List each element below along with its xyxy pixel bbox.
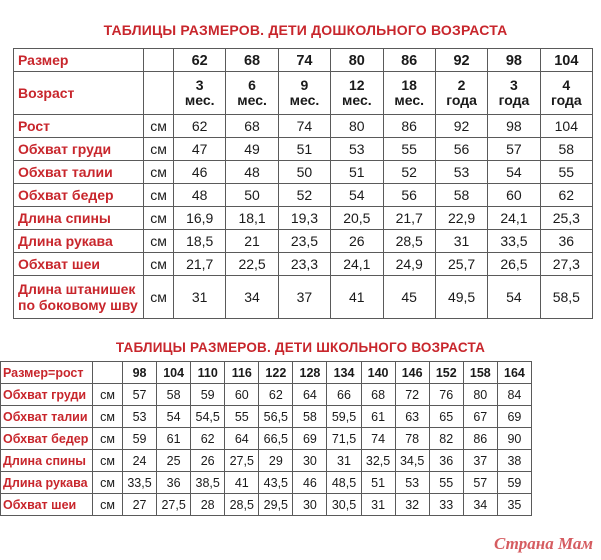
table-row bbox=[1, 494, 532, 516]
value-cell: 43,5 bbox=[259, 472, 293, 494]
value-cell: 48 bbox=[174, 184, 226, 207]
value-cell: 59,5 bbox=[327, 406, 361, 428]
age-unit: мес. bbox=[237, 92, 267, 108]
value-cell: 37 bbox=[278, 276, 330, 319]
value-cell: 30 bbox=[293, 494, 327, 516]
age-label: Возраст bbox=[14, 72, 144, 115]
value-cell: 56 bbox=[383, 184, 435, 207]
size-header-cell bbox=[226, 49, 278, 72]
value-cell: 59 bbox=[123, 428, 157, 450]
size-value: 110 bbox=[197, 365, 218, 380]
value-cell: 104 bbox=[540, 115, 592, 138]
value-cell: 74 bbox=[278, 115, 330, 138]
value-cell: 55 bbox=[383, 138, 435, 161]
value-cell: 69 bbox=[293, 428, 327, 450]
value-cell: 90 bbox=[497, 428, 531, 450]
value-cell: 58 bbox=[435, 184, 487, 207]
value-cell: 32 bbox=[395, 494, 429, 516]
size-value: 140 bbox=[367, 365, 389, 380]
table-header-row bbox=[1, 362, 532, 384]
size-value: 128 bbox=[299, 365, 321, 380]
value-cell: 51 bbox=[278, 138, 330, 161]
value-cell: 55 bbox=[540, 161, 592, 184]
size-header-cell bbox=[497, 362, 531, 384]
size-value: 98 bbox=[132, 365, 147, 380]
value-cell: 53 bbox=[435, 161, 487, 184]
size-header-cell bbox=[395, 362, 429, 384]
value-cell: 26 bbox=[191, 450, 225, 472]
value-cell: 25,3 bbox=[540, 207, 592, 230]
size-header-cell bbox=[331, 49, 383, 72]
size-header-cell bbox=[488, 49, 540, 72]
value-cell: 23,5 bbox=[278, 230, 330, 253]
value-cell: 49,5 bbox=[435, 276, 487, 319]
table-row bbox=[14, 184, 593, 207]
value-cell: 53 bbox=[123, 406, 157, 428]
size-header-cell bbox=[157, 362, 191, 384]
value-cell: 22,9 bbox=[435, 207, 487, 230]
value-cell: 98 bbox=[488, 115, 540, 138]
size-header-cell bbox=[293, 362, 327, 384]
value-cell: 63 bbox=[395, 406, 429, 428]
row-label: Рост bbox=[14, 115, 144, 138]
value-cell: 24,1 bbox=[331, 253, 383, 276]
unit-cell: см bbox=[144, 138, 174, 161]
table-row bbox=[1, 428, 532, 450]
value-cell: 47 bbox=[174, 138, 226, 161]
value-cell: 65 bbox=[429, 406, 463, 428]
row-label: Обхват талии bbox=[14, 161, 144, 184]
value-cell: 54 bbox=[331, 184, 383, 207]
row-label: Длина рукава bbox=[1, 472, 93, 494]
value-cell: 67 bbox=[463, 406, 497, 428]
value-cell: 92 bbox=[435, 115, 487, 138]
size-value: 80 bbox=[348, 52, 365, 69]
value-cell: 34,5 bbox=[395, 450, 429, 472]
age-cell bbox=[488, 72, 540, 115]
age-cell bbox=[278, 72, 330, 115]
value-cell: 50 bbox=[278, 161, 330, 184]
value-cell: 72 bbox=[395, 384, 429, 406]
value-cell: 21,7 bbox=[383, 207, 435, 230]
size-value: 104 bbox=[554, 52, 579, 69]
age-unit: года bbox=[446, 92, 477, 108]
value-cell: 82 bbox=[429, 428, 463, 450]
value-cell: 25 bbox=[157, 450, 191, 472]
row-label: Обхват бедер bbox=[14, 184, 144, 207]
value-cell: 19,3 bbox=[278, 207, 330, 230]
size-value: 86 bbox=[401, 52, 418, 69]
value-cell: 34 bbox=[463, 494, 497, 516]
age-cell bbox=[331, 72, 383, 115]
value-cell: 45 bbox=[383, 276, 435, 319]
value-cell: 36 bbox=[540, 230, 592, 253]
value-cell: 54 bbox=[488, 276, 540, 319]
value-cell: 61 bbox=[157, 428, 191, 450]
table-row bbox=[1, 406, 532, 428]
value-cell: 31 bbox=[361, 494, 395, 516]
size-value: 158 bbox=[469, 365, 491, 380]
unit-cell: см bbox=[144, 230, 174, 253]
value-cell: 28,5 bbox=[225, 494, 259, 516]
value-cell: 57 bbox=[463, 472, 497, 494]
table-header-row bbox=[14, 49, 593, 72]
size-header-cell bbox=[383, 49, 435, 72]
value-cell: 54 bbox=[488, 161, 540, 184]
value-cell: 64 bbox=[293, 384, 327, 406]
value-cell: 62 bbox=[191, 428, 225, 450]
value-cell: 58,5 bbox=[540, 276, 592, 319]
value-cell: 53 bbox=[331, 138, 383, 161]
value-cell: 71,5 bbox=[327, 428, 361, 450]
value-cell: 68 bbox=[361, 384, 395, 406]
value-cell: 24,1 bbox=[488, 207, 540, 230]
value-cell: 76 bbox=[429, 384, 463, 406]
size-value: 74 bbox=[296, 52, 313, 69]
table-row bbox=[14, 276, 593, 319]
unit-cell: см bbox=[93, 384, 123, 406]
value-cell: 49 bbox=[226, 138, 278, 161]
table-row bbox=[14, 253, 593, 276]
watermark-logo: Страна Мам bbox=[493, 534, 593, 553]
age-unit: года bbox=[498, 92, 530, 108]
size-label: Размер=рост bbox=[1, 362, 93, 384]
value-cell: 48,5 bbox=[327, 472, 361, 494]
value-cell: 31 bbox=[174, 276, 226, 319]
table-row bbox=[1, 472, 532, 494]
unit-cell: см bbox=[144, 115, 174, 138]
value-cell: 23,3 bbox=[278, 253, 330, 276]
age-number: 18 bbox=[401, 77, 417, 93]
value-cell: 36 bbox=[157, 472, 191, 494]
row-label: Обхват талии bbox=[1, 406, 93, 428]
value-cell: 80 bbox=[331, 115, 383, 138]
table-row bbox=[1, 450, 532, 472]
table-row bbox=[14, 115, 593, 138]
age-number: 9 bbox=[300, 77, 309, 93]
size-value: 116 bbox=[231, 365, 252, 380]
unit-cell: см bbox=[144, 207, 174, 230]
value-cell: 34 bbox=[226, 276, 278, 319]
age-unit: года bbox=[550, 92, 582, 108]
size-value: 164 bbox=[504, 365, 525, 380]
row-label: Обхват шеи bbox=[14, 253, 144, 276]
size-value: 146 bbox=[401, 365, 423, 380]
table-row bbox=[1, 384, 532, 406]
unit-cell: см bbox=[93, 428, 123, 450]
value-cell: 64 bbox=[225, 428, 259, 450]
value-cell: 74 bbox=[361, 428, 395, 450]
value-cell: 38,5 bbox=[191, 472, 225, 494]
age-number: 4 bbox=[562, 77, 571, 93]
value-cell: 37 bbox=[463, 450, 497, 472]
unit-cell: см bbox=[93, 450, 123, 472]
value-cell: 59 bbox=[497, 472, 531, 494]
value-cell: 36 bbox=[429, 450, 463, 472]
value-cell: 80 bbox=[463, 384, 497, 406]
value-cell: 62 bbox=[540, 184, 592, 207]
value-cell: 33,5 bbox=[488, 230, 540, 253]
table-row bbox=[14, 161, 593, 184]
value-cell: 31 bbox=[435, 230, 487, 253]
value-cell: 24 bbox=[123, 450, 157, 472]
preschool-table-title: ТАБЛИЦЫ РАЗМЕРОВ. ДЕТИ ДОШКОЛЬНОГО ВОЗРАСТА bbox=[103, 22, 508, 38]
age-cell bbox=[540, 72, 592, 115]
age-unit: мес. bbox=[289, 92, 320, 108]
value-cell: 51 bbox=[331, 161, 383, 184]
value-cell: 41 bbox=[225, 472, 259, 494]
value-cell: 62 bbox=[259, 384, 293, 406]
row-label: Обхват груди bbox=[14, 138, 144, 161]
size-value: 152 bbox=[435, 365, 457, 380]
size-value: 134 bbox=[333, 365, 355, 380]
size-value: 92 bbox=[453, 52, 470, 69]
value-cell: 55 bbox=[225, 406, 259, 428]
value-cell: 29 bbox=[259, 450, 293, 472]
age-unit: мес. bbox=[394, 92, 424, 108]
size-header-cell bbox=[174, 49, 226, 72]
school-table-title: ТАБЛИЦЫ РАЗМЕРОВ. ДЕТИ ШКОЛЬНОГО ВОЗРАСТА bbox=[115, 340, 486, 355]
size-header-cell bbox=[540, 49, 592, 72]
unit-cell: см bbox=[144, 161, 174, 184]
value-cell: 18,1 bbox=[226, 207, 278, 230]
value-cell: 86 bbox=[383, 115, 435, 138]
age-number: 3 bbox=[195, 77, 204, 93]
value-cell: 20,5 bbox=[331, 207, 383, 230]
unit-cell bbox=[144, 72, 174, 115]
unit-cell bbox=[144, 49, 174, 72]
value-cell: 55 bbox=[429, 472, 463, 494]
row-label: Длина спины bbox=[1, 450, 93, 472]
unit-cell: см bbox=[93, 472, 123, 494]
row-label: Обхват бедер bbox=[1, 428, 93, 450]
value-cell: 56 bbox=[435, 138, 487, 161]
value-cell: 33 bbox=[429, 494, 463, 516]
size-value: 62 bbox=[191, 52, 208, 69]
age-unit: мес. bbox=[341, 92, 372, 108]
value-cell: 16,9 bbox=[174, 207, 226, 230]
value-cell: 57 bbox=[488, 138, 540, 161]
value-cell: 57 bbox=[123, 384, 157, 406]
value-cell: 59 bbox=[191, 384, 225, 406]
age-number: 2 bbox=[457, 77, 466, 93]
value-cell: 54,5 bbox=[191, 406, 225, 428]
age-cell bbox=[383, 72, 435, 115]
table-row bbox=[14, 230, 593, 253]
value-cell: 46 bbox=[293, 472, 327, 494]
value-cell: 28,5 bbox=[383, 230, 435, 253]
row-label-line: Длина штанишек bbox=[18, 281, 136, 297]
value-cell: 58 bbox=[157, 384, 191, 406]
value-cell: 50 bbox=[226, 184, 278, 207]
row-label: Длина спины bbox=[14, 207, 144, 230]
value-cell: 32,5 bbox=[361, 450, 395, 472]
value-cell: 31 bbox=[327, 450, 361, 472]
value-cell: 66 bbox=[327, 384, 361, 406]
value-cell: 60 bbox=[488, 184, 540, 207]
size-label: Размер bbox=[14, 49, 144, 72]
value-cell: 56,5 bbox=[259, 406, 293, 428]
value-cell: 33,5 bbox=[123, 472, 157, 494]
size-header-cell bbox=[429, 362, 463, 384]
size-header-cell bbox=[361, 362, 395, 384]
value-cell: 27,5 bbox=[225, 450, 259, 472]
value-cell: 62 bbox=[174, 115, 226, 138]
value-cell: 26,5 bbox=[488, 253, 540, 276]
size-value: 98 bbox=[505, 52, 522, 69]
size-value: 122 bbox=[265, 365, 287, 380]
age-number: 6 bbox=[248, 77, 256, 93]
value-cell: 84 bbox=[497, 384, 531, 406]
value-cell: 38 bbox=[497, 450, 531, 472]
value-cell: 35 bbox=[497, 494, 531, 516]
unit-cell bbox=[93, 362, 123, 384]
size-value: 104 bbox=[163, 365, 185, 380]
value-cell: 21,7 bbox=[174, 253, 226, 276]
value-cell: 53 bbox=[395, 472, 429, 494]
size-header-cell bbox=[463, 362, 497, 384]
row-label: Длина рукава bbox=[14, 230, 144, 253]
value-cell: 61 bbox=[361, 406, 395, 428]
row-label: Обхват шеи bbox=[1, 494, 93, 516]
value-cell: 52 bbox=[383, 161, 435, 184]
value-cell: 18,5 bbox=[174, 230, 226, 253]
value-cell: 58 bbox=[540, 138, 592, 161]
value-cell: 78 bbox=[395, 428, 429, 450]
value-cell: 60 bbox=[225, 384, 259, 406]
value-cell: 46 bbox=[174, 161, 226, 184]
value-cell: 26 bbox=[331, 230, 383, 253]
value-cell: 54 bbox=[157, 406, 191, 428]
value-cell: 51 bbox=[361, 472, 395, 494]
size-header-cell bbox=[259, 362, 293, 384]
size-header-cell bbox=[327, 362, 361, 384]
value-cell: 22,5 bbox=[226, 253, 278, 276]
size-header-cell bbox=[278, 49, 330, 72]
table-row bbox=[14, 207, 593, 230]
age-number: 3 bbox=[510, 77, 518, 93]
table-row bbox=[14, 138, 593, 161]
preschool-size-table bbox=[13, 48, 593, 319]
unit-cell: см bbox=[144, 276, 174, 319]
value-cell: 27,5 bbox=[157, 494, 191, 516]
age-unit: мес. bbox=[184, 92, 215, 108]
value-cell: 28 bbox=[191, 494, 225, 516]
value-cell: 52 bbox=[278, 184, 330, 207]
value-cell: 24,9 bbox=[383, 253, 435, 276]
age-cell bbox=[174, 72, 226, 115]
value-cell: 69 bbox=[497, 406, 531, 428]
value-cell: 27,3 bbox=[540, 253, 592, 276]
unit-cell: см bbox=[93, 406, 123, 428]
value-cell: 58 bbox=[293, 406, 327, 428]
age-cell bbox=[435, 72, 487, 115]
value-cell: 66,5 bbox=[259, 428, 293, 450]
value-cell: 86 bbox=[463, 428, 497, 450]
unit-cell: см bbox=[144, 184, 174, 207]
school-size-table bbox=[0, 361, 532, 516]
unit-cell: см bbox=[144, 253, 174, 276]
size-value: 68 bbox=[243, 52, 261, 69]
value-cell: 27 bbox=[123, 494, 157, 516]
size-header-cell bbox=[191, 362, 225, 384]
size-header-cell bbox=[123, 362, 157, 384]
value-cell: 48 bbox=[226, 161, 278, 184]
size-header-cell bbox=[225, 362, 259, 384]
unit-cell: см bbox=[93, 494, 123, 516]
value-cell: 41 bbox=[331, 276, 383, 319]
row-label-line: по боковому шву bbox=[18, 297, 138, 313]
table-row bbox=[14, 72, 593, 115]
age-cell bbox=[226, 72, 278, 115]
value-cell: 30,5 bbox=[327, 494, 361, 516]
row-label: Обхват груди bbox=[1, 384, 93, 406]
value-cell: 29,5 bbox=[259, 494, 293, 516]
value-cell: 21 bbox=[226, 230, 278, 253]
value-cell: 25,7 bbox=[435, 253, 487, 276]
value-cell: 30 bbox=[293, 450, 327, 472]
size-header-cell bbox=[435, 49, 487, 72]
row-label bbox=[14, 276, 144, 319]
age-number: 12 bbox=[349, 77, 365, 93]
value-cell: 68 bbox=[226, 115, 278, 138]
